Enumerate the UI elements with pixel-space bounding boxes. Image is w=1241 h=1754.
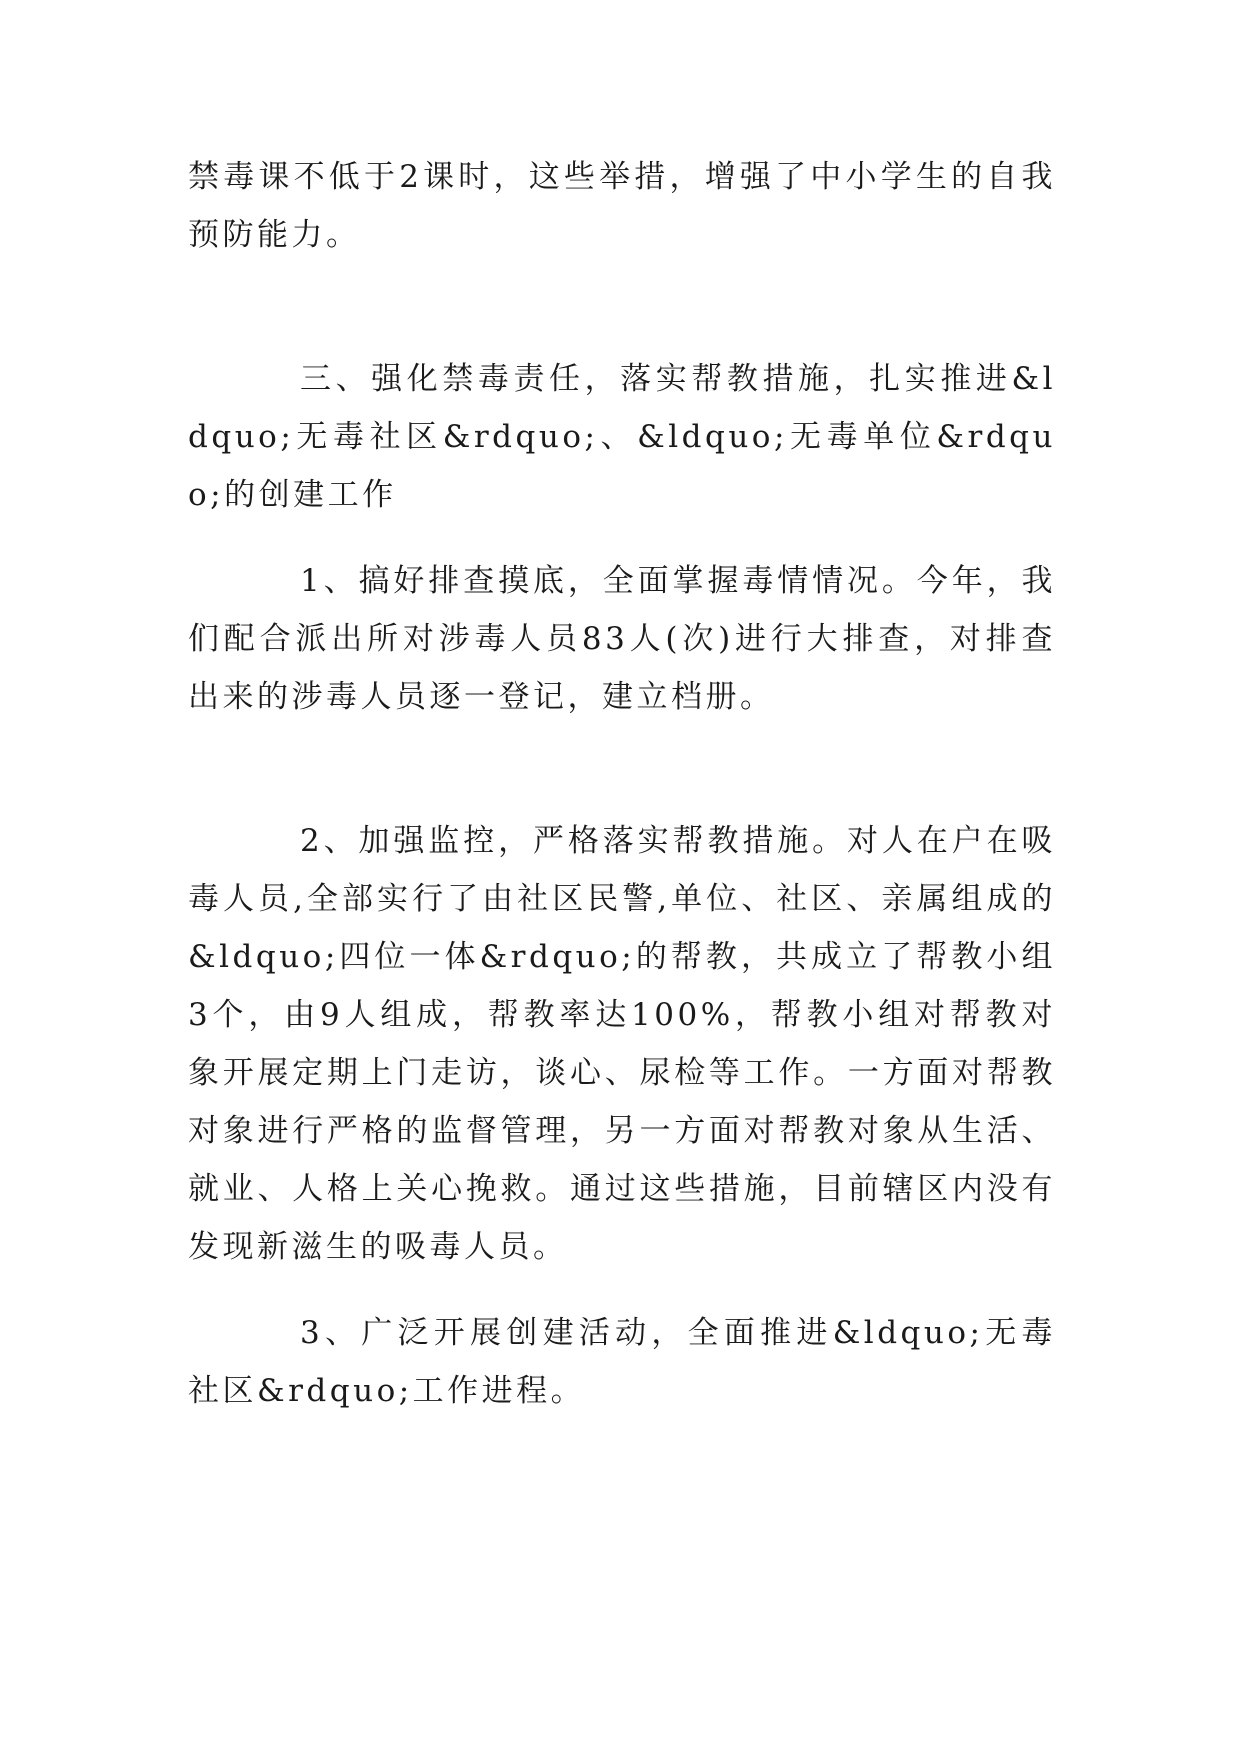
paragraph-item-3: 3、广泛开展创建活动，全面推进&ldquo;无毒社区&rdquo;工作进程。 (188, 1315, 1056, 1409)
section-heading-three: 三、强化禁毒责任，落实帮教措施，扎实推进&ldquo;无毒社区&rdquo;、&ldquo;无毒单位&rdquo;的创建工作 (188, 361, 1056, 513)
paragraph-item-1: 1、搞好排查摸底，全面掌握毒情情况。今年，我们配合派出所对涉毒人员83人(次)进行大排查，对排查出来的涉毒人员逐一登记，建立档册。 (188, 563, 1056, 715)
paragraph-continuation: 禁毒课不低于2课时，这些举措，增强了中小学生的自我预防能力。 (188, 159, 1056, 253)
paragraph-item-2: 2、加强监控，严格落实帮教措施。对人在户在吸毒人员,全部实行了由社区民警,单位、社区、亲属组成的&ldquo;四位一体&rdquo;的帮教，共成立了帮教小组3个，由9人组成，帮教率达100%，帮教小组对帮教对象开展定期上门走访，谈心、尿检等工作。一方面对帮教对象进行严格的监督管理，另一方面对帮教对象从生活、就业、人格上关心挽救。通过这些措施，目前辖区内没有发现新滋生的吸毒人员。 (188, 823, 1056, 1265)
